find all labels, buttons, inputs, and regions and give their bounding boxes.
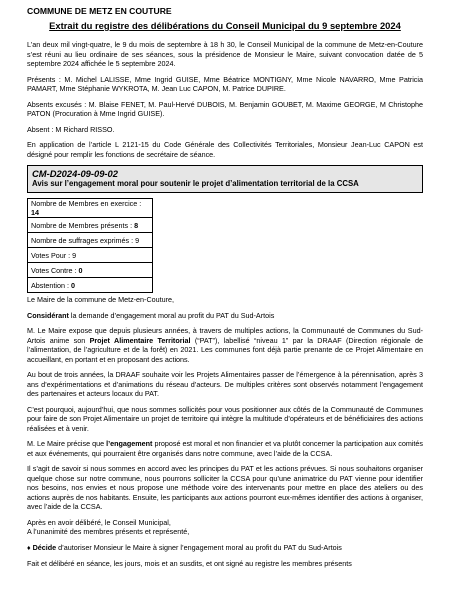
pat-name: Projet Alimentaire Territorial — [89, 335, 191, 345]
excused-members: Absents excusés : M. Blaise FENET, M. Paul-Hervé DUBOIS, M. Benjamin GOUBET, M. Maxime GEORGE, M Christophe PATON (Procuration à Mme Ingrid GUISE). — [27, 99, 423, 118]
text-span: proposé est moral et non financier et va plutôt concerner la participation aux comités et aux événements, qui pourraient être organisés dans notre commune, avec l’aide de la CCSA. — [27, 439, 423, 458]
vote-cell — [28, 233, 153, 248]
deliberation-subject: Avis sur l’engagement moral pour soutenir le projet d’alimentation territorial de la CCSA — [32, 179, 359, 188]
absent-members: Absent : M Richard RISSO. — [27, 124, 115, 134]
present-members: Présents : M. Michel LALISSE, Mme Ingrid GUISE, Mme Béatrice MONTIGNY, Mme Nicole NAVARRO, Mme Patricia PAMART, Mme Stéphanie WYKROTA, M. Jean Luc CAPON, M. Patrice DUPIRE. — [27, 74, 423, 93]
vote-value: 8 — [134, 220, 139, 230]
text-span: (“PAT”), labellisé “niveau 1” par la DRAAF (Direction régionale de l’alimentation, de l’agriculture et de la forêt) en 2021. Les communes font déjà partie prenante de ce Projet Alimentaire en accueillant, en portant et en proposant des actions. — [27, 335, 423, 364]
body-paragraph-4 — [27, 439, 423, 458]
text-span: M. Le Maire précise que — [27, 439, 107, 448]
considering-text: la demande d’engagement moral au profit du PAT du Sud-Artois — [68, 310, 275, 320]
vote-cell — [28, 199, 153, 218]
table-row — [28, 263, 153, 278]
vote-label: Nombre de Membres présents : — [31, 220, 135, 230]
vote-label: Votes Pour : — [31, 250, 73, 260]
deliberation-page — [27, 6, 423, 575]
vote-value: 9 — [135, 235, 140, 245]
vote-label: Nombre de Membres en exercice : — [31, 199, 142, 208]
vote-cell — [28, 218, 153, 233]
decision-paragraph — [27, 543, 423, 554]
table-row — [28, 278, 153, 293]
table-row — [28, 233, 153, 248]
engagement-term: l’engagement — [106, 439, 153, 448]
considering-paragraph — [27, 311, 423, 321]
decision-label: Décide — [32, 542, 57, 552]
table-row — [28, 248, 153, 263]
vote-value: 9 — [72, 250, 77, 260]
deliberation-header-box — [27, 165, 423, 193]
table-row — [28, 199, 153, 218]
decision-text: d’autoriser Monsieur le Maire à signer l’engagement moral au profit du PAT du Sud-Artois — [56, 542, 342, 552]
document-title: Extrait du registre des délibérations du Conseil Municipal du 9 septembre 2024 — [49, 20, 401, 31]
vote-cell — [28, 263, 153, 278]
vote-label: Nombre de suffrages exprimés : — [31, 235, 136, 245]
votes-table — [27, 198, 153, 293]
vote-cell — [28, 278, 153, 293]
secretary-designation: En application de l’article L 2121-15 du Code Générale des Collectivités Territoriales, Monsieur Jean-Luc CAPON est désigné pour remplir les fonctions de secrétaire de séance. — [27, 140, 423, 159]
unanimity-line: A l’unanimité des membres présents et représenté, — [27, 527, 190, 536]
commune-name: COMMUNE DE METZ EN COUTURE — [27, 6, 172, 16]
vote-value: 14 — [31, 208, 39, 217]
closing-line: Fait et délibéré en séance, les jours, mois et an susdits, et ont signé au registre les membres présents — [27, 559, 352, 568]
mayor-line: Le Maire de la commune de Metz-en-Couture, — [27, 295, 175, 304]
vote-label: Votes Contre : — [31, 265, 79, 275]
body-paragraph-1 — [27, 326, 423, 364]
intro-paragraph: L’an deux mil vingt-quatre, le 9 du mois de septembre à 18 h 30, le Conseil Municipal de la commune de Metz-en-Couture s’est réuni au lieu ordinaire de ses séances, sous la présidence de Monsieur le Maire, suivant convocation datée de 5 septembre 2024 affichée le 5 septembre 2024. — [27, 40, 423, 68]
vote-cell — [28, 248, 153, 263]
diamond-bullet-icon: ♦ — [27, 544, 31, 552]
body-paragraph-3: C’est pourquoi, aujourd’hui, que nous sommes sollicités pour vous positionner aux côtés de la Communauté de Communes pour faire de son Projet Alimentaire un projet de territoire qui intègre la multitude d’opérateurs et de bénéficiaires des actions réalisées et à venir. — [27, 404, 423, 433]
text-span: M. Le Maire expose que depuis plusieurs années, à travers de multiples actions, la Communauté de Communes du Sud-Artois anime son — [27, 326, 423, 345]
vote-label: Abstention : — [31, 280, 71, 290]
vote-value: 0 — [70, 280, 75, 290]
table-row — [28, 218, 153, 233]
considering-label: Considérant — [27, 310, 69, 320]
deliberation-line: Après en avoir délibéré, le Conseil Municipal, — [27, 517, 171, 527]
body-paragraph-5: Il s’agit de savoir si nous sommes en accord avec les principes du PAT et les actions prévues. Si nous souhaitons organiser quelque chose sur notre commune, nous pourrons solliciter la CCSA pour qu’une animatrice du PAT vienne pour identifier nos besoins, nos envies et nous propose une méthode voire des intervenants pour mettre en place des ateliers ou des actions auprès de nos habitants. Ensuite, les participants aux actions pourront eux-mêmes identifier des actions à organiser, avec l’aide de la CCSA. — [27, 464, 423, 511]
body-paragraph-2: Au bout de trois années, la DRAAF souhaite voir les Projets Alimentaires passer de l’émergence à la pérennisation, après 3 ans d’expérimentations et d’animations du réseau d’acteurs. De multiples critères sont observés notamment l’engagement des partenaires et acteurs locaux du PAT. — [27, 370, 423, 398]
vote-value: 0 — [78, 265, 83, 275]
deliberation-code: CM-D2024-09-09-02 — [32, 168, 118, 179]
